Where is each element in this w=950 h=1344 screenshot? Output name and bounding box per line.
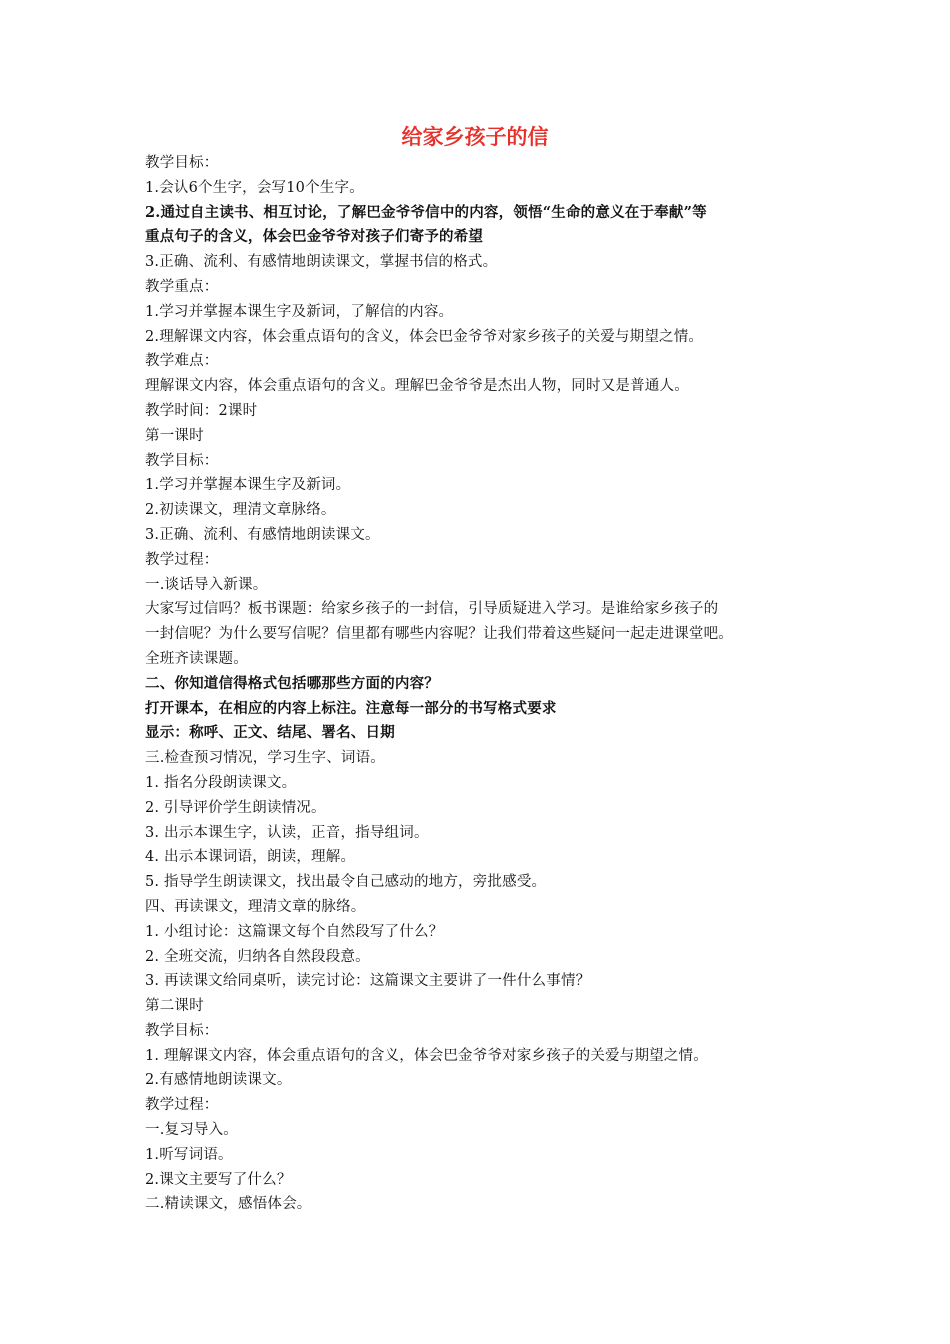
text-line: 四、再读课文，理清文章的脉络。 [145, 898, 366, 915]
text-line: 教学目标： [145, 452, 219, 469]
text-line: 理解课文内容，体会重点语句的含义。理解巴金爷爷是杰出人物，同时又是普通人。 [145, 378, 689, 395]
text-line: 1. 理解课文内容，体会重点语句的含义，体会巴金爷爷对家乡孩子的关爱与期望之情。 [145, 1047, 708, 1064]
text-line: 第一课时 [145, 427, 204, 444]
text-line: 二、你知道信得格式包括哪那些方面的内容？ [145, 674, 439, 692]
text-line: 2. 全班交流，归纳各自然段段意。 [145, 948, 370, 965]
text-line: 教学难点： [145, 353, 219, 370]
text-line: 1.听写词语。 [145, 1146, 233, 1163]
text-line: 全班齐读课题。 [145, 650, 248, 667]
text-line: 3.正确、流利、有感情地朗读课文，掌握书信的格式。 [145, 254, 498, 271]
text-line: 重点句子的含义，体会巴金爷爷对孩子们寄予的希望 [145, 228, 484, 246]
text-line: 2.理解课文内容，体会重点语句的含义，体会巴金爷爷对家乡孩子的关爱与期望之情。 [145, 328, 704, 345]
document-title: 给家乡孩子的信 [401, 125, 549, 149]
text-line: 教学目标： [145, 1022, 219, 1039]
text-line: 教学过程： [145, 1097, 219, 1114]
document-body [145, 151, 810, 1217]
text-line: 教学重点： [145, 278, 219, 295]
text-line: 教学目标： [145, 155, 219, 171]
text-line: 3.正确、流利、有感情地朗读课文。 [145, 526, 380, 543]
text-line: 3. 出示本课生字，认读，正音，指导组词。 [145, 824, 429, 841]
text-line: 2.课文主要写了什么？ [145, 1171, 292, 1188]
text-line: 4. 出示本课词语，朗读，理解。 [145, 849, 356, 866]
text-line: 2.通过自主读书、相互讨论，了解巴金爷爷信中的内容，领悟“生命的意义在于奉献”等 [145, 203, 707, 221]
text-line: 二.精读课文，感悟体会。 [145, 1196, 312, 1213]
text-line: 1. 小组讨论：这篇课文每个自然段写了什么？ [145, 923, 444, 940]
text-line: 第二课时 [145, 998, 204, 1015]
text-line: 1. 指名分段朗读课文。 [145, 774, 297, 791]
text-line: 教学时间：2课时 [145, 402, 258, 419]
text-line: 1.学习并掌握本课生字及新词，了解信的内容。 [145, 303, 454, 320]
text-line: 打开课本，在相应的内容上标注。注意每一部分的书写格式要求 [145, 699, 557, 717]
text-line: 一.复习导入。 [145, 1122, 239, 1139]
text-line: 5. 指导学生朗读课文，找出最令自己感动的地方，旁批感受。 [145, 874, 547, 891]
text-line: 1.会认6个生字，会写10个生字。 [145, 179, 364, 196]
text-line: 2. 引导评价学生朗读情况。 [145, 799, 326, 816]
text-line: 三.检查预习情况，学习生字、词语。 [145, 750, 386, 767]
text-line: 3. 再读课文给同桌听，读完讨论：这篇课文主要讲了一件什么事情？ [145, 973, 591, 990]
text-line: 2.有感情地朗读课文。 [145, 1072, 292, 1089]
text-line: 2.初读课文，理清文章脉络。 [145, 502, 336, 519]
text-line: 一封信呢？为什么要写信呢？信里都有哪些内容呢？让我们带着这些疑问一起走进课堂吧。 [145, 626, 733, 643]
text-line: 1.学习并掌握本课生字及新词。 [145, 477, 351, 494]
text-line: 大家写过信吗？板书课题：给家乡孩子的一封信，引导质疑进入学习。是谁给家乡孩子的 [145, 601, 719, 618]
text-line: 显示：称呼、正文、结尾、署名、日期 [145, 724, 395, 742]
text-line: 一.谈话导入新课。 [145, 576, 268, 593]
text-line: 教学过程： [145, 551, 219, 568]
